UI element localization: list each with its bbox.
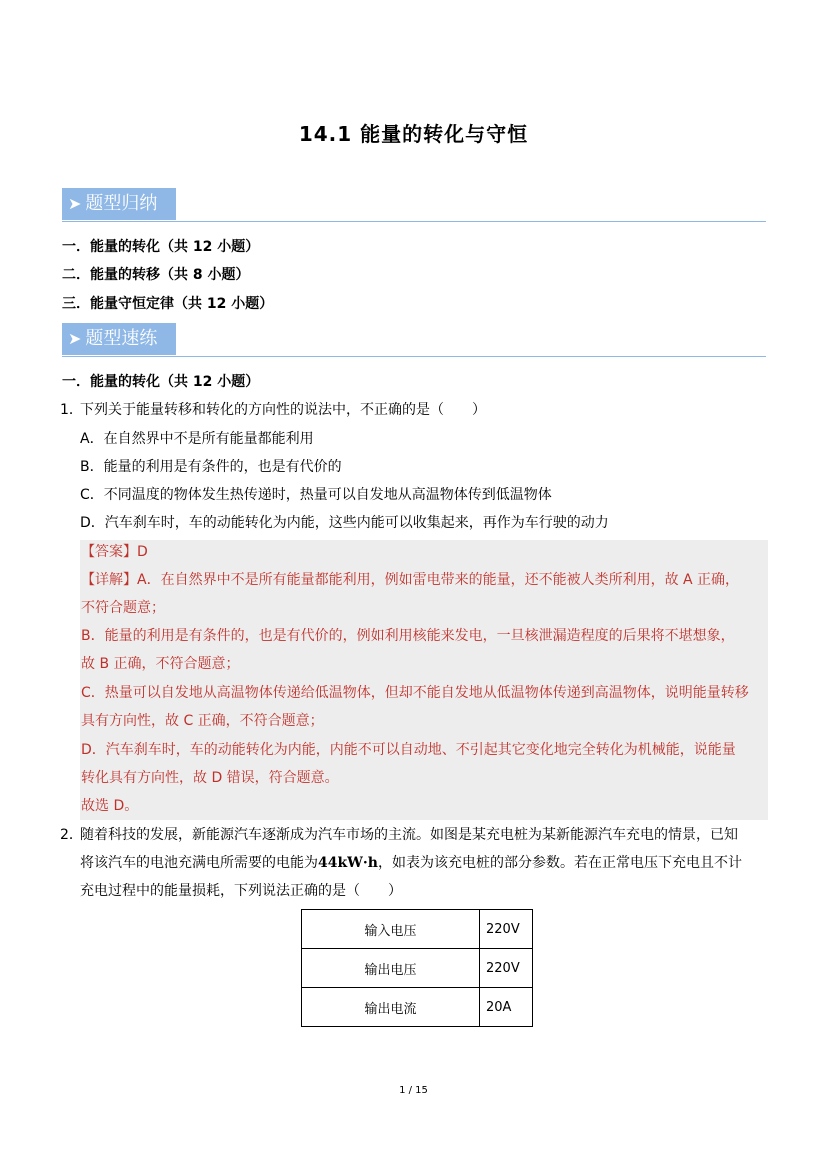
- arrow-right-icon: ➤: [68, 194, 82, 213]
- explanation-line: 故选 D。: [81, 798, 139, 814]
- option-d: D．汽车刹车时，车的动能转化为内能，这些内能可以收集起来，再作为车行驶的动力: [80, 515, 609, 531]
- param-label: 输入电压: [302, 910, 480, 949]
- explanation-line: 故 B 正确，不符合题意；: [81, 656, 240, 672]
- section-heading: 一．能量的转化（共 12 小题）: [62, 374, 260, 390]
- option-c: C．不同温度的物体发生热传递时，热量可以自发地从高温物体传到低温物体: [80, 487, 552, 503]
- energy-value: 44kW·h: [318, 855, 378, 871]
- param-label: 输出电流: [302, 988, 480, 1027]
- toc-item-2: 二．能量的转移（共 8 小题）: [62, 267, 250, 283]
- question-stem: 下列关于能量转移和转化的方向性的说法中，不正确的是（ ）: [80, 402, 486, 418]
- explanation-line: 转化具有方向性，故 D 错误，符合题意。: [81, 770, 339, 786]
- question-stem-line: 随着科技的发展，新能源汽车逐渐成为汽车市场的主流。如图是某充电桩为某新能源汽车充电的情景，已知: [80, 827, 738, 843]
- table-row: [302, 910, 533, 949]
- section-banner-practice: [62, 323, 766, 357]
- explanation-line: 【详解】A．在自然界中不是所有能量都能利用，例如雷电带来的能量，还不能被人类所利用，故 A 正确，: [81, 572, 740, 588]
- banner-label: 题型速练: [85, 328, 158, 349]
- charger-params-table: [301, 909, 533, 1027]
- param-label: 输出电压: [302, 949, 480, 988]
- banner-label: 题型归纳: [85, 193, 158, 214]
- option-b: B．能量的利用是有条件的，也是有代价的: [80, 459, 342, 475]
- question-number: 1．: [60, 402, 83, 418]
- question-stem-line: 充电过程中的能量损耗，下列说法正确的是（ ）: [80, 883, 402, 899]
- toc-item-1: 一．能量的转化（共 12 小题）: [62, 239, 260, 255]
- table-row: [302, 949, 533, 988]
- banner-rule: [62, 356, 766, 357]
- explanation-line: D．汽车刹车时，车的动能转化为内能，内能不可以自动地、不引起其它变化地完全转化为机械能，说能量: [81, 742, 736, 758]
- question-number: 2．: [60, 827, 83, 843]
- toc-item-3: 三．能量守恒定律（共 12 小题）: [62, 296, 274, 312]
- arrow-right-icon: ➤: [68, 329, 82, 348]
- explanation-line: C．热量可以自发地从高温物体传递给低温物体，但却不能自发地从低温物体传递到高温物体，说明能量转移: [81, 685, 749, 701]
- param-value: 220V: [480, 949, 533, 988]
- page-title: 14.1 能量的转化与守恒: [298, 122, 529, 146]
- option-a: A．在自然界中不是所有能量都能利用: [80, 431, 314, 447]
- section-banner-summary: [62, 188, 766, 222]
- question-stem-line: 将该汽车的电池充满电所需要的电能为44kW·h，如表为该充电桩的部分参数。若在正常电压下充电且不计: [80, 855, 742, 871]
- banner-rule: [62, 221, 766, 222]
- page-number: 1 / 15: [399, 1085, 428, 1096]
- explanation-line: 具有方向性，故 C 正确，不符合题意；: [81, 713, 324, 729]
- param-value: 20A: [480, 988, 533, 1027]
- table-row: [302, 988, 533, 1027]
- param-value: 220V: [480, 910, 533, 949]
- explanation-line: 不符合题意；: [81, 600, 165, 616]
- answer-line: 【答案】D: [81, 544, 148, 560]
- explanation-line: B．能量的利用是有条件的，也是有代价的，例如利用核能来发电，一旦核泄漏造程度的后果将不堪想象，: [81, 628, 735, 644]
